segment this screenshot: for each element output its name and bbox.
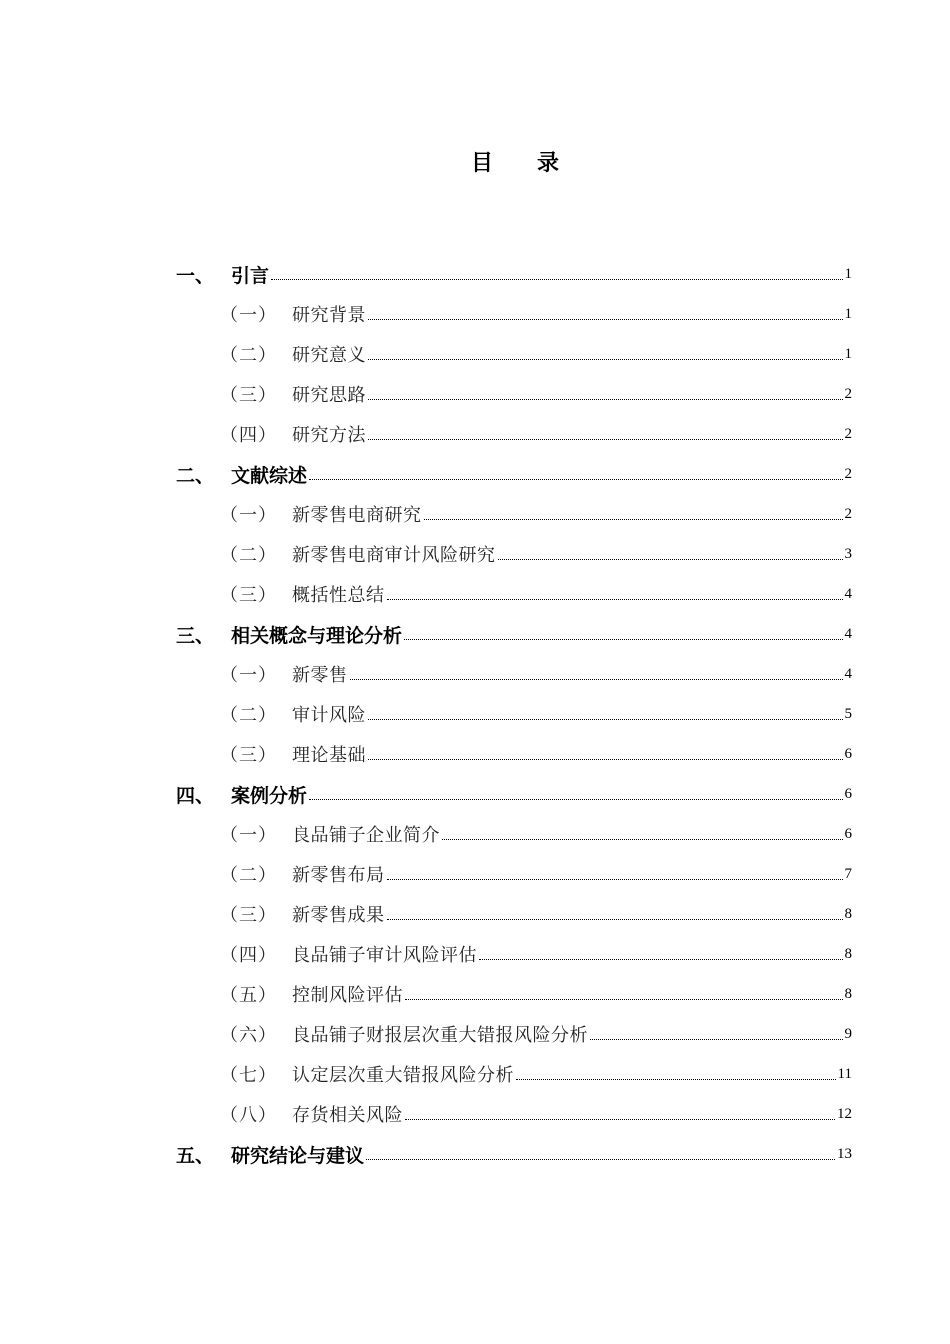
toc-entry-page-number: 6: [844, 785, 852, 802]
dot-leader: [387, 599, 843, 600]
toc-entry-number: （五）: [220, 985, 277, 1006]
toc-entry-page-number: 4: [844, 625, 852, 642]
toc-entry-page-number: 13: [837, 1145, 852, 1162]
toc-entry-label: 审计风险: [292, 705, 366, 726]
toc-entry-label: 引言: [231, 264, 270, 287]
toc-entry-label: 相关概念与理论分析: [231, 624, 403, 647]
toc-section-entry[interactable]: [176, 734, 852, 774]
toc-entry-page-number: 1: [844, 345, 852, 362]
dot-leader: [479, 959, 843, 960]
toc-entry-number: 三、: [176, 624, 215, 647]
toc-entry-number: （三）: [220, 745, 277, 766]
toc-entry-page-number: 1: [844, 305, 852, 322]
dot-leader: [516, 1079, 836, 1080]
toc-entry-page-number: 6: [844, 745, 852, 762]
toc-entry-label: 新零售电商研究: [292, 505, 422, 526]
toc-entry-label: 良品铺子审计风险评估: [292, 945, 477, 966]
toc-entry-number: （二）: [220, 545, 277, 566]
toc-entry-page-number: 5: [844, 705, 852, 722]
dot-leader: [368, 759, 843, 760]
toc-section-entry[interactable]: [176, 934, 852, 974]
toc-entry-page-number: 2: [844, 465, 852, 482]
toc-entry-page-number: 2: [844, 385, 852, 402]
toc-entry-label: 研究背景: [292, 305, 366, 326]
toc-entry-label: 研究方法: [292, 425, 366, 446]
toc-section-entry[interactable]: [176, 574, 852, 614]
toc-entry-number: （二）: [220, 345, 277, 366]
dot-leader: [309, 799, 842, 800]
toc-entry-page-number: 4: [844, 665, 852, 682]
toc-entry-label: 研究意义: [292, 345, 366, 366]
dot-leader: [424, 519, 843, 520]
toc-section-entry[interactable]: [176, 1094, 852, 1134]
toc-entry-page-number: 11: [837, 1065, 852, 1082]
toc-section-entry[interactable]: [176, 894, 852, 934]
toc-entry-page-number: 4: [844, 585, 852, 602]
toc-entry-number: （一）: [220, 505, 277, 526]
toc-section-entry[interactable]: [176, 414, 852, 454]
toc-entry-page-number: 7: [844, 865, 852, 882]
toc-entry-label: 概括性总结: [292, 585, 385, 606]
toc-entry-number: （一）: [220, 665, 277, 686]
dot-leader: [350, 679, 843, 680]
toc-section-entry[interactable]: [176, 814, 852, 854]
toc-section-entry[interactable]: [176, 974, 852, 1014]
dot-leader: [498, 559, 843, 560]
toc-entry-number: 四、: [176, 784, 215, 807]
toc-entry-label: 认定层次重大错报风险分析: [292, 1065, 514, 1086]
toc-entry-page-number: 2: [844, 505, 852, 522]
toc-chapter-entry[interactable]: [176, 454, 852, 494]
dot-leader: [405, 999, 843, 1000]
dot-leader: [442, 839, 843, 840]
toc-entry-number: （一）: [220, 825, 277, 846]
toc-entry-page-number: 3: [844, 545, 852, 562]
dot-leader: [366, 1159, 835, 1160]
toc-entry-number: （二）: [220, 705, 277, 726]
toc-entry-label: 研究思路: [292, 385, 366, 406]
toc-entry-label: 新零售成果: [292, 905, 385, 926]
toc-entry-page-number: 8: [844, 985, 852, 1002]
toc-entry-number: （一）: [220, 305, 277, 326]
toc-entry-label: 存货相关风险: [292, 1105, 403, 1126]
dot-leader: [368, 359, 843, 360]
toc-entry-page-number: 9: [844, 1025, 852, 1042]
table-of-contents: [176, 254, 852, 1174]
toc-chapter-entry[interactable]: [176, 774, 852, 814]
toc-section-entry[interactable]: [176, 1054, 852, 1094]
dot-leader: [404, 639, 842, 640]
page-title: 目 录: [470, 151, 559, 176]
toc-section-entry[interactable]: [176, 494, 852, 534]
toc-entry-number: （六）: [220, 1025, 277, 1046]
toc-entry-page-number: 1: [844, 265, 852, 282]
dot-leader: [368, 719, 843, 720]
toc-entry-number: （四）: [220, 425, 277, 446]
dot-leader: [387, 919, 843, 920]
toc-entry-number: （三）: [220, 585, 277, 606]
toc-entry-label: 控制风险评估: [292, 985, 403, 1006]
toc-entry-label: 研究结论与建议: [231, 1144, 365, 1167]
toc-entry-number: （七）: [220, 1065, 277, 1086]
toc-entry-label: 文献综述: [231, 464, 308, 487]
toc-entry-number: （二）: [220, 865, 277, 886]
toc-entry-page-number: 6: [844, 825, 852, 842]
toc-section-entry[interactable]: [176, 374, 852, 414]
toc-chapter-entry[interactable]: [176, 614, 852, 654]
toc-section-entry[interactable]: [176, 534, 852, 574]
dot-leader: [271, 279, 842, 280]
toc-section-entry[interactable]: [176, 854, 852, 894]
toc-section-entry[interactable]: [176, 334, 852, 374]
toc-entry-number: 一、: [176, 264, 215, 287]
dot-leader: [368, 399, 843, 400]
toc-entry-label: 良品铺子企业简介: [292, 825, 440, 846]
toc-entry-number: （四）: [220, 945, 277, 966]
dot-leader: [309, 479, 842, 480]
dot-leader: [405, 1119, 835, 1120]
toc-entry-label: 新零售电商审计风险研究: [292, 545, 496, 566]
dot-leader: [368, 439, 843, 440]
toc-entry-number: 二、: [176, 464, 215, 487]
toc-entry-label: 案例分析: [231, 784, 308, 807]
toc-entry-number: （八）: [220, 1105, 277, 1126]
toc-entry-label: 新零售布局: [292, 865, 385, 886]
toc-entry-page-number: 8: [844, 905, 852, 922]
dot-leader: [590, 1039, 843, 1040]
toc-entry-number: 五、: [176, 1144, 215, 1167]
toc-chapter-entry[interactable]: [176, 1134, 852, 1174]
toc-section-entry[interactable]: [176, 654, 852, 694]
dot-leader: [368, 319, 843, 320]
toc-entry-page-number: 12: [837, 1105, 852, 1122]
toc-entry-label: 理论基础: [292, 745, 366, 766]
toc-chapter-entry[interactable]: [176, 254, 852, 294]
toc-entry-number: （三）: [220, 905, 277, 926]
dot-leader: [387, 879, 843, 880]
toc-entry-label: 良品铺子财报层次重大错报风险分析: [292, 1025, 588, 1046]
toc-section-entry[interactable]: [176, 1014, 852, 1054]
toc-entry-page-number: 8: [844, 945, 852, 962]
toc-section-entry[interactable]: [176, 694, 852, 734]
toc-section-entry[interactable]: [176, 294, 852, 334]
toc-entry-page-number: 2: [844, 425, 852, 442]
toc-entry-number: （三）: [220, 385, 277, 406]
toc-entry-label: 新零售: [292, 665, 348, 686]
